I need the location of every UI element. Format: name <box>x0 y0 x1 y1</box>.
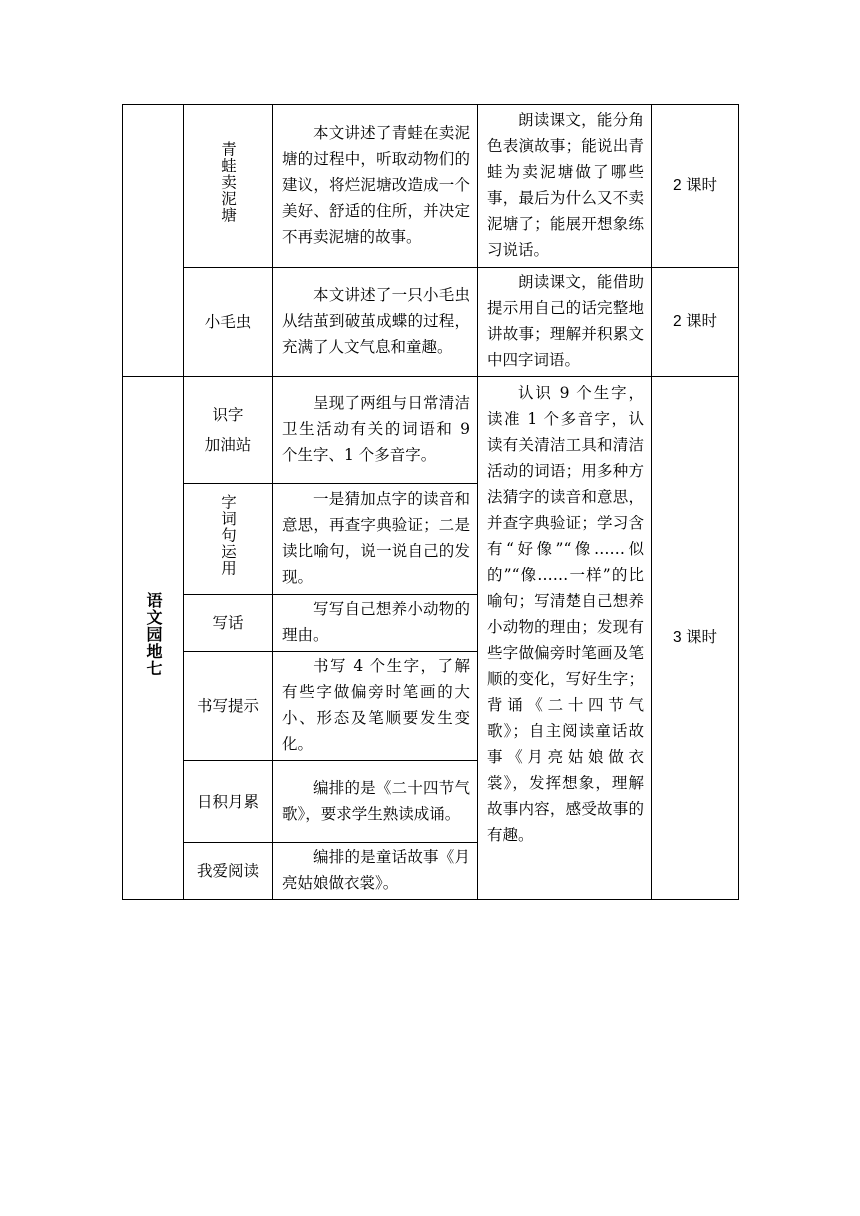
item-content-cell <box>273 843 478 900</box>
item-title-cell <box>184 484 273 595</box>
lesson-goal-cell <box>478 105 652 268</box>
item-title-cell <box>184 761 273 843</box>
lesson-title-cell <box>184 105 273 268</box>
item-content-cell <box>273 761 478 843</box>
item-title-cell <box>184 652 273 761</box>
lesson-content-cell <box>273 105 478 268</box>
table-row <box>123 268 739 377</box>
unit-cell <box>123 377 184 900</box>
garden-goal: 认识 9 个生字，读准 1 个多音字，认读有关清洁工具和清洁活动的词语；用多种方法猜字的读音和意思，并查字典验证；学习含有“好像”“像……似的”“像……一样”的比喻句；写清楚自己想养小动物的理由；发现有些字做偏旁时笔画及笔顺的变化，写好生字；背诵《二十四节气歌》；自主阅读童话故事《月亮姑娘做衣裳》，发挥想象，理解故事内容，感受故事的有趣。 <box>487 384 644 844</box>
item-title-line2: 加油站 <box>204 436 252 454</box>
lesson-hours-cell <box>652 105 739 268</box>
item-content: 呈现了两组与日常清洁卫生活动有关的词语和 9 个生字、1 个多音字。 <box>282 394 470 464</box>
garden-goal-cell <box>478 377 652 900</box>
lesson-hours: 2 课时 <box>673 313 717 330</box>
lesson-content: 本文讲述了一只小毛虫从结茧到破茧成蝶的过程，充满了人文气息和童趣。 <box>282 286 470 356</box>
table-row <box>123 377 739 484</box>
item-content: 编排的是《二十四节气歌》，要求学生熟读成诵。 <box>282 778 470 823</box>
item-title-cell <box>184 843 273 900</box>
item-title: 写话 <box>212 614 244 632</box>
lesson-content-cell <box>273 268 478 377</box>
item-title: 日积月累 <box>196 792 259 811</box>
item-title: 书写提示 <box>196 697 259 715</box>
lesson-hours: 2 课时 <box>673 177 717 194</box>
item-content-cell <box>273 652 478 761</box>
garden-hours: 3 课时 <box>673 629 717 646</box>
lesson-plan-table <box>122 104 739 900</box>
lesson-goal-cell <box>478 268 652 377</box>
item-content: 写写自己想养小动物的理由。 <box>282 600 470 644</box>
unit-title: 语文园地七 <box>144 591 163 677</box>
item-content-cell <box>273 595 478 652</box>
item-title-cell <box>184 595 273 652</box>
item-title: 字词句运用 <box>219 493 237 577</box>
item-content-cell <box>273 484 478 595</box>
item-content: 一是猜加点字的读音和意思，再查字典验证；二是读比喻句，说一说自己的发现。 <box>282 490 470 586</box>
item-content: 编排的是童话故事《月亮姑娘做衣裳》。 <box>282 848 470 892</box>
item-title <box>205 400 252 460</box>
garden-hours-cell <box>652 377 739 900</box>
lesson-hours-cell <box>652 268 739 377</box>
item-title-line1: 识字 <box>212 406 244 424</box>
item-content: 书写 4 个生字，了解有些字做偏旁时笔画的大小、形态及笔顺要发生变化。 <box>282 657 470 753</box>
item-content-cell <box>273 377 478 484</box>
lesson-content: 本文讲述了青蛙在卖泥塘的过程中，听取动物们的建议，将烂泥塘改造成一个美好、舒适的住所，并决定不再卖泥塘的故事。 <box>282 124 470 246</box>
item-title: 我爱阅读 <box>196 862 259 880</box>
unit-cell-empty <box>123 105 184 377</box>
lesson-goal: 朗读课文，能分角色表演故事；能说出青蛙为卖泥塘做了哪些事，最后为什么又不卖泥塘了；能展开想象练习说话。 <box>487 111 644 259</box>
lesson-title: 青蛙卖泥塘 <box>219 140 237 224</box>
lesson-goal: 朗读课文，能借助提示用自己的话完整地讲故事；理解并积累文中四字词语。 <box>487 273 644 369</box>
item-title-cell <box>184 377 273 484</box>
lesson-title: 小毛虫 <box>204 313 252 331</box>
table-row <box>123 105 739 268</box>
lesson-title-cell <box>184 268 273 377</box>
